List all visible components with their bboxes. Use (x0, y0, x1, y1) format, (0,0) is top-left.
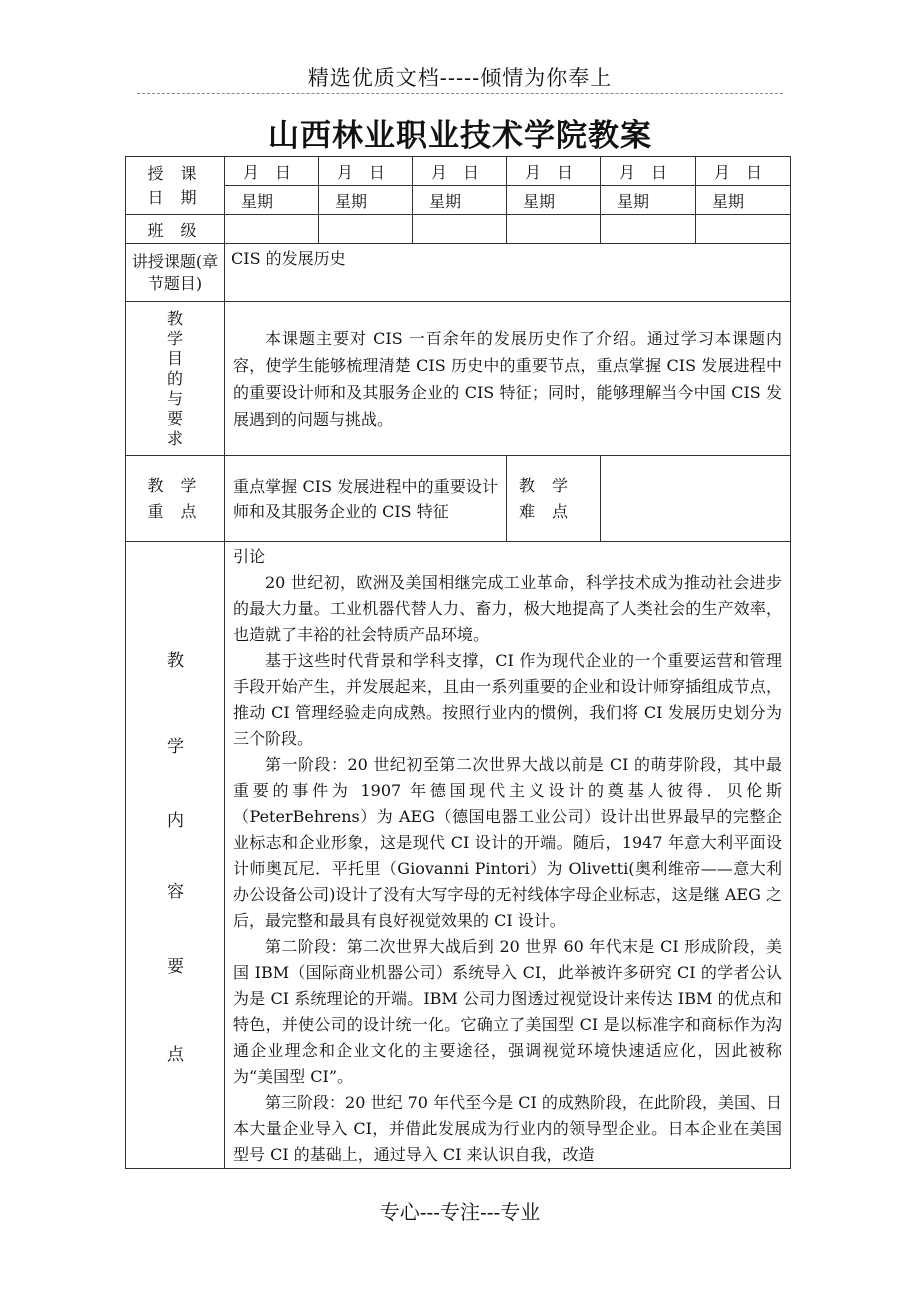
objective-label-cell (126, 302, 225, 456)
difficulty-label-cell (507, 456, 601, 542)
objective-label-char: 教 (166, 308, 183, 328)
content-paragraph-2: 基于这些时代背景和学科支撑，CI 作为现代企业的一个重要运营和管理手段开始产生，并发展起来，且由一系列重要的企业和设计师穿插组成节点，推动 CI 管理经验走向成熟。按照行业内的惯例，我们将 CI 发展历史划分为三个阶段。 (233, 651, 782, 748)
weekday-cell-3: 星期 (413, 186, 507, 215)
content-label-char: 学 (167, 737, 184, 757)
topic-value: CIS 的发展历史 (225, 244, 791, 302)
weekday-cell-2: 星期 (319, 186, 413, 215)
date-cell-3: 月 日 (413, 157, 507, 186)
content-paragraph-1: 20 世纪初，欧洲及美国相继完成工业革命，科学技术成为推动社会进步的最大力量。工业机器代替人力、畜力，极大地提高了人类社会的生产效率，也造就了丰裕的社会特质产品环境。 (233, 573, 782, 644)
difficulty-label-line1: 教 学 (518, 475, 575, 495)
page-footer-text: 专心---专注---专业 (379, 1200, 541, 1224)
objective-label-char: 要 (166, 408, 183, 428)
class-cell-3 (413, 215, 507, 244)
key-label-line1: 教 学 (147, 475, 203, 495)
topic-label-line1: 讲授课题(章 (131, 251, 219, 271)
date-label-line2: 日 期 (147, 187, 203, 207)
lesson-plan-table (125, 156, 791, 1169)
weekday-cell-1: 星期 (225, 186, 319, 215)
date-label-line1: 授 课 (147, 163, 203, 183)
date-cell-5: 月 日 (601, 157, 696, 186)
class-cell-6 (696, 215, 791, 244)
header-divider (137, 93, 783, 94)
content-paragraph-4: 第二阶段：第二次世界大战后到 20 世界 60 年代末是 CI 形成阶段，美国 IBM（国际商业机器公司）系统导入 CI，此举被许多研究 CI 的学者公认为是 CI 系统理论的开端。IBM 公司力图透过视觉设计来传达 IBM 的优点和特色，并使公司的设计统一化。它确立了美国型 CI 是以标准字和商标作为沟通企业理念和企业文化的主要途径，强调视觉环境快速适应化，因此被称为“美国型 CI”。 (233, 937, 782, 1086)
objective-label-char: 目 (166, 348, 183, 368)
class-cell-1 (225, 215, 319, 244)
objective-label-char: 求 (166, 428, 183, 448)
key-label-cell (126, 456, 225, 542)
key-label-line2: 重 点 (147, 501, 203, 521)
difficulty-label-line2: 难 点 (518, 501, 575, 521)
content-label-char: 内 (167, 811, 184, 831)
content-label-cell (126, 542, 225, 1169)
page-header-text: 精选优质文档-----倾情为你奉上 (307, 66, 613, 90)
objective-cell (225, 302, 791, 456)
content-heading: 引论 (233, 547, 266, 566)
class-label: 班 级 (126, 215, 225, 244)
content-paragraph-5: 第三阶段：20 世纪 70 年代至今是 CI 的成熟阶段，在此阶段，美国、日本大量企业导入 CI，并借此发展成为行业内的领导型企业。日本企业在美国型号 CI 的基础上，通过导入 CI 来认识自我，改造 (233, 1093, 782, 1164)
date-cell-6: 月 日 (696, 157, 791, 186)
objective-label-char: 学 (166, 328, 183, 348)
document-title: 山西林业职业技术学院教案 (268, 118, 652, 154)
class-cell-2 (319, 215, 413, 244)
content-label-char: 容 (167, 882, 184, 902)
date-cell-1: 月 日 (225, 157, 319, 186)
content-cell (225, 542, 791, 1169)
objective-label (126, 309, 224, 449)
difficulty-text (601, 456, 791, 542)
date-cell-4: 月 日 (507, 157, 601, 186)
content-label-char: 教 (167, 651, 184, 671)
class-cell-4 (507, 215, 601, 244)
objective-label-char: 的 (166, 368, 183, 388)
weekday-cell-5: 星期 (601, 186, 696, 215)
date-label-cell (126, 157, 225, 215)
weekday-cell-4: 星期 (507, 186, 601, 215)
objective-text: 本课题主要对 CIS 一百余年的发展历史作了介绍。通过学习本课题内容，使学生能够梳理清楚 CIS 历史中的重要节点，重点掌握 CIS 发展进程中的重要设计师和及其服务企业的 CIS 特征；同时，能够理解当今中国 CIS 发展遇到的问题与挑战。 (233, 328, 782, 429)
content-label-char: 要 (167, 957, 184, 977)
class-cell-5 (601, 215, 696, 244)
date-cell-2: 月 日 (319, 157, 413, 186)
objective-label-char: 与 (166, 388, 183, 408)
key-text: 重点掌握 CIS 发展进程中的重要设计师和及其服务企业的 CIS 特征 (225, 456, 507, 542)
weekday-cell-6: 星期 (696, 186, 791, 215)
topic-label-cell (126, 244, 225, 302)
topic-label-line2: 节题目) (147, 273, 203, 293)
content-paragraph-3: 第一阶段：20 世纪初至第二次世界大战以前是 CI 的萌芽阶段，其中最重要的事件为 1907 年德国现代主义设计的奠基人彼得．贝伦斯（PeterBehrens）为 AEG（德国电器工业公司）设计出世界最早的完整企业标志和企业形象，这是现代 CI 设计的开端。随后，1947 年意大利平面设计师奥瓦尼．平托里（Giovanni Pintori）为 Olivetti(奥利维帝——意大利办公设备公司)设计了没有大写字母的无衬线体字母企业标志，这是继 AEG 之后，最完整和最具有良好视觉效果的 CI 设计。 (233, 755, 782, 930)
content-label-char: 点 (167, 1045, 184, 1065)
